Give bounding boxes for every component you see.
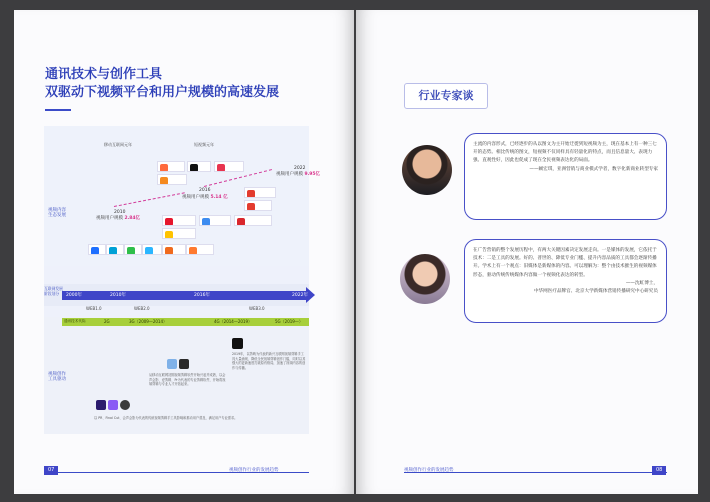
growth-value-2010: 2.84亿 bbox=[124, 216, 141, 221]
quote-text: 在广告营销的整个发展历程中，有两大关键因素决定发展走向。一是媒体的发展，它依托于技术：二是工具的发展。好的、普世的、降低专业门槛、提升内容品质的工具都会逐渐传播开。学术上有一个观点：旧媒体是新媒体的内容。可以理解为：整个由技术摧生的视频媒体形态，驱动传统传统媒体内容做一个视频化表达的转型。 bbox=[473, 248, 657, 278]
platform-card bbox=[199, 215, 231, 226]
left-page bbox=[14, 10, 354, 494]
app-icon bbox=[179, 359, 189, 369]
app-icon bbox=[189, 247, 197, 255]
app-icon bbox=[247, 190, 255, 198]
growth-year-2010: 2010 bbox=[114, 210, 126, 215]
quote-signature: ——阚宏琪，亚洲营销与商业模式学者，数字化新商业转型专家 bbox=[529, 166, 658, 172]
platform-card bbox=[124, 244, 142, 255]
app-icon bbox=[247, 203, 255, 211]
timeline-year: 2022年 bbox=[292, 293, 308, 298]
web-stage: WEB2.0 bbox=[134, 306, 150, 311]
footer-text: 视频创作行业的发展趋势 bbox=[404, 468, 454, 473]
growth-year-2022: 2022 bbox=[294, 166, 306, 171]
tools-text-early: 从移动互联网初期视频剪辑软件开始兴起并成熟，以会声会影、爱剪辑、Pr为代表的专业剪辑软件，开始将视频剪辑与专业人才开拓起来。 bbox=[149, 373, 226, 387]
app-icon bbox=[202, 218, 210, 226]
weibo-icon bbox=[165, 218, 173, 226]
tech-generation-label: 通讯技术代际 bbox=[64, 319, 86, 323]
quote-card bbox=[464, 239, 667, 323]
kuaishou-icon bbox=[160, 177, 168, 185]
davinci-icon bbox=[120, 400, 130, 410]
app-icon bbox=[167, 359, 177, 369]
finalcut-icon bbox=[108, 400, 118, 410]
timeline-year: 2016年 bbox=[194, 293, 210, 298]
platform-card bbox=[106, 244, 124, 255]
app-icon bbox=[145, 247, 153, 255]
growth-label-2010: 视频用户规模 bbox=[96, 216, 123, 221]
platform-card bbox=[157, 174, 187, 185]
app-icon bbox=[165, 247, 173, 255]
quote-signature-name: ——沈虹博士， bbox=[625, 280, 658, 286]
platform-card bbox=[186, 244, 214, 255]
growth-value-2022: 9.95亿 bbox=[304, 172, 321, 177]
premiere-icon bbox=[96, 400, 106, 410]
timeline-year: 2010年 bbox=[110, 293, 126, 298]
generation-2g: 2G bbox=[104, 319, 110, 324]
growth-users-2016 bbox=[182, 195, 228, 200]
app-icon bbox=[160, 164, 168, 172]
tiktok-icon bbox=[190, 164, 198, 172]
milestone-short-video: 短视频元年 bbox=[194, 142, 214, 147]
platform-card bbox=[244, 187, 276, 198]
label-creation-tools: 视频创作 工具驱动 bbox=[48, 372, 66, 382]
growth-label-2016: 视频用户规模 bbox=[182, 195, 209, 200]
platform-card bbox=[157, 161, 185, 172]
tech-generation-bar bbox=[62, 318, 309, 326]
page-number: 08 bbox=[652, 466, 666, 475]
platform-card bbox=[187, 161, 211, 172]
app-icon bbox=[165, 231, 173, 239]
app-icon bbox=[217, 164, 225, 172]
expert-avatar-man bbox=[402, 145, 452, 195]
app-icon bbox=[127, 247, 135, 255]
milestone-mobile-internet: 移动互联网元年 bbox=[104, 142, 132, 147]
title-underline bbox=[45, 109, 71, 111]
growth-value-2016: 5.14 亿 bbox=[210, 195, 228, 200]
quote-signature-title: 中华网医疗品牌官、北京大学新媒体营销传播研究中心研究员 bbox=[533, 289, 658, 295]
web-stage: WEB3.0 bbox=[249, 306, 265, 311]
timeline-bar bbox=[62, 291, 306, 300]
page-number: 07 bbox=[44, 466, 58, 475]
app-icon bbox=[91, 247, 99, 255]
platform-card bbox=[214, 161, 244, 172]
page-title-line-2: 双驱动下视频平台和用户规模的高速发展 bbox=[45, 85, 280, 100]
section-title: 行业专家谈 bbox=[404, 83, 488, 109]
label-platform-ecology: 视频内容 生态发展 bbox=[48, 208, 66, 218]
app-icon bbox=[237, 218, 245, 226]
growth-label-2022: 视频用户规模 bbox=[276, 172, 303, 177]
quote-card bbox=[464, 133, 667, 220]
expert-avatar-woman bbox=[400, 254, 450, 304]
tools-note: 以 PR、Final Cut、会声会影为代表的传统视频剪辑手工具影响和推动用户普及，满足用户专业需求。 bbox=[94, 416, 238, 420]
platform-card bbox=[162, 244, 186, 255]
growth-year-2016: 2016 bbox=[199, 188, 211, 193]
page-title-line-1: 通讯技术与创作工具 bbox=[45, 67, 163, 82]
generation-5g: 5G（2019—） bbox=[275, 319, 303, 324]
platform-card bbox=[162, 228, 196, 239]
footer-text: 视频创作行业的发展趋势 bbox=[229, 468, 279, 473]
platform-card bbox=[244, 200, 272, 211]
generation-3g: 3G（2009—2014） bbox=[129, 319, 168, 324]
platform-card bbox=[142, 244, 162, 255]
web-stage: WEB1.0 bbox=[86, 306, 102, 311]
growth-users-2022 bbox=[276, 172, 320, 177]
growth-users-2010 bbox=[96, 216, 140, 221]
timeline-year: 2000年 bbox=[66, 293, 82, 298]
capcut-icon bbox=[232, 338, 243, 349]
platform-card bbox=[162, 215, 196, 226]
label-internet-stages: 互联网发展 阶段划分 bbox=[44, 286, 63, 296]
page-title bbox=[45, 66, 279, 102]
tools-text-2019: 2019年，以剪映为代表的新兴互联网视频剪辑手工具大量涌现，降低全民视频剪辑创作门槛，同时以其强大的更新速度打破原有格局，加速了视频内容的创作与传播。 bbox=[232, 352, 306, 370]
quote-text: 主流的内容形式，已经逐步的从以图文为主开始迁徙到短视频为主，现在基本上有一种三七开的态势。相比传统的图文，短视频不仅同样具有轻量化的特点，而且信息量大、表现力强、直观性好，因此也促成了现在全民视频表达化的局面。 bbox=[473, 142, 657, 164]
right-page bbox=[356, 10, 698, 494]
bilibili-icon bbox=[109, 247, 117, 255]
infographic bbox=[44, 126, 321, 434]
platform-card bbox=[88, 244, 106, 255]
generation-4g: 4G（2014—2019） bbox=[214, 319, 253, 324]
platform-card bbox=[234, 215, 272, 226]
